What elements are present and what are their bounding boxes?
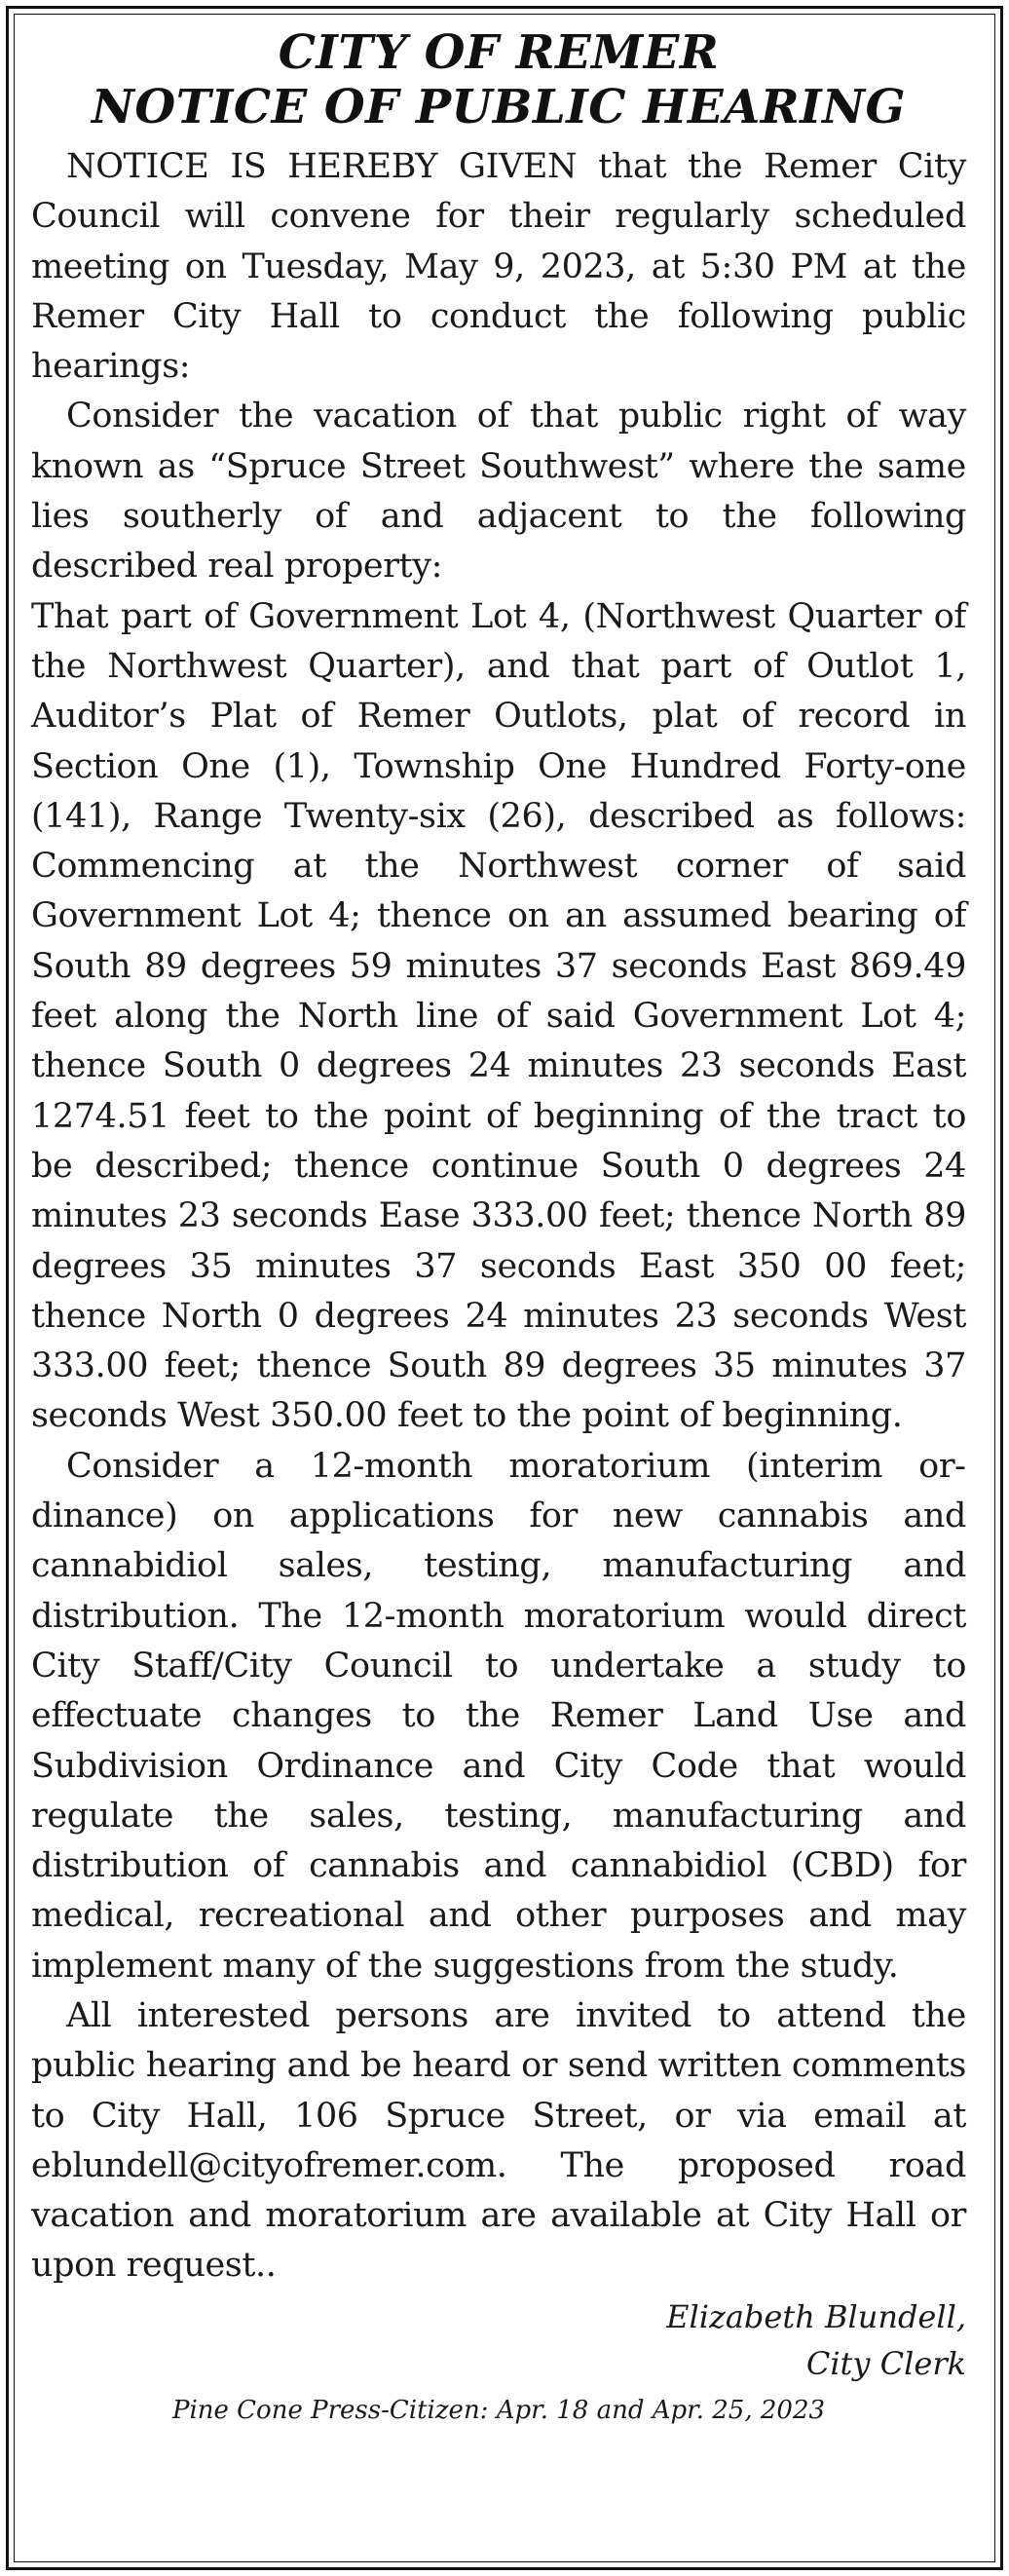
publication-dates: Pine Cone Press-Citizen: Apr. 18 and Apr. 25, 2023 [171, 2395, 826, 2425]
notice-body [31, 142, 966, 2292]
moratorium-paragraph: Consider a 12-month moratorium (interim ordinance) on applications for new cannabis and cannabidiol sales, testing, manufacturing and distribution. The 12-month moratorium would direct City Staff/City Council to undertake a study to effectuate changes to the Remer Land Use and Subdivision Ordinance and City Code that would regulate the sales, testing, manufacturing and distribution of cannabis and cannabidiol (CBD) for medical, recreational and other purposes and may implement many of the suggestions from the study. [31, 1446, 966, 1986]
vacation-paragraph: Consider the vacation of that public right of way known as “Spruce Street Southwest” where the same lies southerly of and adjacent to the following described real property: [31, 397, 966, 587]
signature-block [31, 2293, 966, 2387]
title-line-2: NOTICE OF PUBLIC HEARING [92, 80, 906, 134]
signature-name: Elizabeth Blundell, [666, 2297, 966, 2335]
title-line-1: CITY OF REMER [278, 25, 720, 80]
notice-title [31, 25, 966, 134]
legal-description-paragraph: That part of Government Lot 4, (Northwest Quarter of the Northwest Quarter), and that part of Outlot 1, Auditor’s Plat of Remer Outlots, plat of record in Section One (1), Township One Hundred Forty-one (141), Range Twenty-six (26), described as follows: Commencing at the Northwest corner of said Government Lot 4; thence on an assumed bearing of South 89 degrees 59 minutes 37 seconds East 869.49 feet along the North line of said Government Lot 4; thence South 0 degrees 24 minutes 23 seconds East 1274.51 feet to the point of beginning of the tract to be described; thence continue South 0 degrees 24 minutes 23 seconds Ease 333.00 feet; thence North 89 degrees 35 minutes 37 seconds East 350 00 feet; thence North 0 degrees 24 minutes 23 seconds West 333.00 feet; thence South 89 degrees 35 minutes 37 seconds West 350.00 feet to the point of beginning. [31, 596, 966, 1436]
intro-paragraph: NOTICE IS HEREBY GIVEN that the Remer City Council will convene for their regularly scheduled meeting on Tuesday, May 9, 2023, at 5:30 PM at the Remer City Hall to conduct the following public hearings: [31, 147, 966, 387]
public-notice [31, 25, 966, 2430]
signature-title: City Clerk [805, 2344, 966, 2382]
invitation-paragraph: All interested persons are invited to attend the public hearing and be heard or send written comments to City Hall, 106 Spruce Street, or via email at eblundell@cityofremer.com. The proposed road vacation and moratorium are available at City Hall or upon request.. [31, 1995, 966, 2286]
